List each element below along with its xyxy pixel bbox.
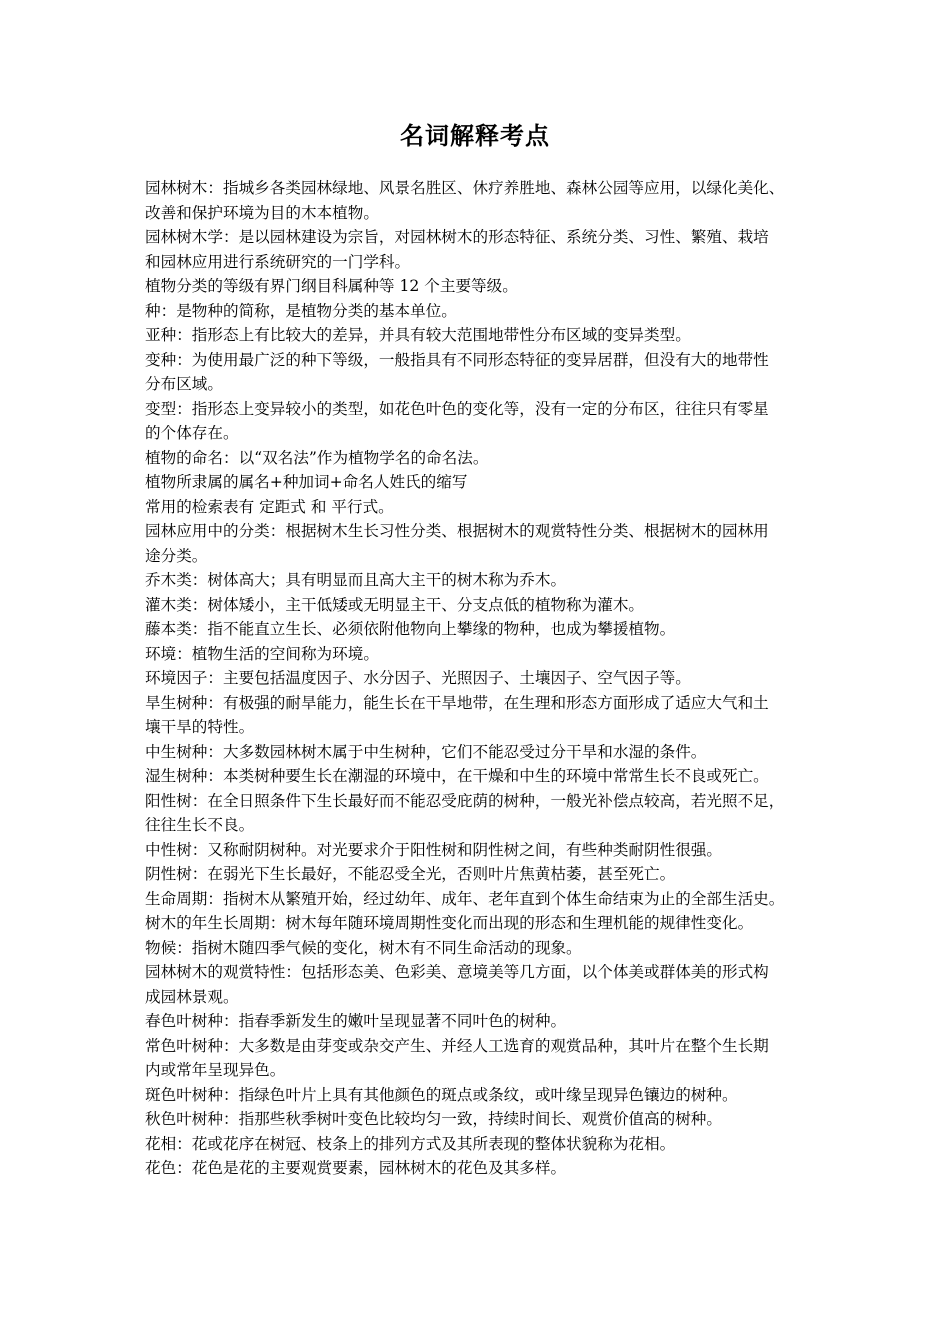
text-line: 藤本类：指不能直立生长、必须依附他物向上攀缘的物种，也成为攀援植物。 [145, 620, 676, 638]
text-line: 阳性树：在全日照条件下生长最好而不能忍受庇荫的树种，一般光补偿点较高，若光照不足， [145, 791, 785, 810]
document-body [145, 176, 820, 1181]
text-line: 途分类。 [145, 546, 208, 565]
text-line: 花色：花色是花的主要观赏要素，园林树木的花色及其多样。 [145, 1159, 567, 1177]
text-line: 环境：植物生活的空间称为环境。 [145, 644, 379, 663]
text-line: 园林树木：指城乡各类园林绿地、风景名胜区、休疗养胜地、森林公园等应用，以绿化美化、 [145, 179, 785, 197]
text-line: 植物分类的等级有界门纲目科属种等 12 个主要等级。 [145, 277, 518, 295]
text-line: 亚种：指形态上有比较大的差异，并具有较大范围地带性分布区域的变异类型。 [145, 326, 691, 344]
text-line: 常用的检索表有 定距式 和 平行式。 [145, 497, 394, 516]
text-line: 内或常年呈现异色。 [145, 1061, 286, 1079]
text-line: 斑色叶树种：指绿色叶片上具有其他颜色的斑点或条纹，或叶缘呈现异色镶边的树种。 [145, 1085, 738, 1104]
text-line: 常色叶树种：大多数是由芽变或杂交产生、并经人工选育的观赏品种，其叶片在整个生长期 [145, 1036, 769, 1055]
text-line: 变型：指形态上变异较小的类型，如花色叶色的变化等，没有一定的分布区，往往只有零星 [145, 399, 769, 418]
text-line: 湿生树种：本类树种要生长在潮湿的环境中，在干燥和中生的环境中常常生长不良或死亡。 [145, 767, 769, 785]
text-line: 乔木类：树体高大；具有明显而且高大主干的树木称为乔木。 [145, 571, 567, 589]
text-line: 环境因子：主要包括温度因子、水分因子、光照因子、土壤因子、空气因子等。 [145, 669, 691, 687]
page-title: 名词解释考点 [400, 122, 550, 150]
text-line: 种：是物种的简称，是植物分类的基本单位。 [145, 301, 457, 320]
text-line: 中性树：又称耐阴树种。对光要求介于阳性树和阴性树之间，有些种类耐阴性很强。 [145, 840, 722, 859]
text-line: 往往生长不良。 [145, 816, 255, 834]
text-line: 变种：为使用最广泛的种下等级，一般指具有不同形态特征的变异居群，但没有大的地带性 [145, 350, 769, 369]
text-line: 园林树木的观赏特性：包括形态美、色彩美、意境美等几方面，以个体美或群体美的形式构 [145, 963, 769, 981]
text-line: 壤干旱的特性。 [145, 718, 255, 736]
text-line: 的个体存在。 [145, 424, 239, 442]
text-line: 旱生树种：有极强的耐旱能力，能生长在干旱地带，在生理和形态方面形成了适应大气和土 [145, 693, 769, 712]
text-line: 成园林景观。 [145, 987, 239, 1006]
text-line: 树木的年生长周期：树木每年随环境周期性变化而出现的形态和生理机能的规律性变化。 [145, 914, 754, 932]
text-line: 园林树木学：是以园林建设为宗旨，对园林树木的形态特征、系统分类、习性、繁殖、栽培 [145, 228, 769, 246]
text-line: 灌木类：树体矮小，主干低矮或无明显主干、分支点低的植物称为灌木。 [145, 595, 645, 614]
text-line: 改善和保护环境为目的木本植物。 [145, 203, 379, 222]
text-line: 分布区域。 [145, 375, 223, 393]
text-line: 物候：指树木随四季气候的变化，树木有不同生命活动的现象。 [145, 938, 582, 957]
text-line: 植物所隶属的属名+种加词+命名人姓氏的缩写 [145, 473, 468, 491]
text-line: 秋色叶树种：指那些秋季树叶变色比较均匀一致，持续时间长、观赏价值高的树种。 [145, 1110, 722, 1128]
text-line: 生命周期：指树木从繁殖开始，经过幼年、成年、老年直到个体生命结束为止的全部生活史。 [145, 889, 785, 908]
text-line: 花相：花或花序在树冠、枝条上的排列方式及其所表现的整体状貌称为花相。 [145, 1134, 676, 1153]
text-line: 和园林应用进行系统研究的一门学科。 [145, 252, 411, 271]
text-line: 园林应用中的分类：根据树木生长习性分类、根据树木的观赏特性分类、根据树木的园林用 [145, 522, 769, 540]
text-line: 中生树种：大多数园林树木属于中生树种，它们不能忍受过分干旱和水湿的条件。 [145, 742, 707, 761]
text-line: 阴性树：在弱光下生长最好，不能忍受全光，否则叶片焦黄枯萎，甚至死亡。 [145, 865, 676, 883]
text-line: 春色叶树种：指春季新发生的嫩叶呈现显著不同叶色的树种。 [145, 1012, 567, 1030]
text-line: 植物的命名：以“双名法”作为植物学名的命名法。 [145, 448, 489, 467]
